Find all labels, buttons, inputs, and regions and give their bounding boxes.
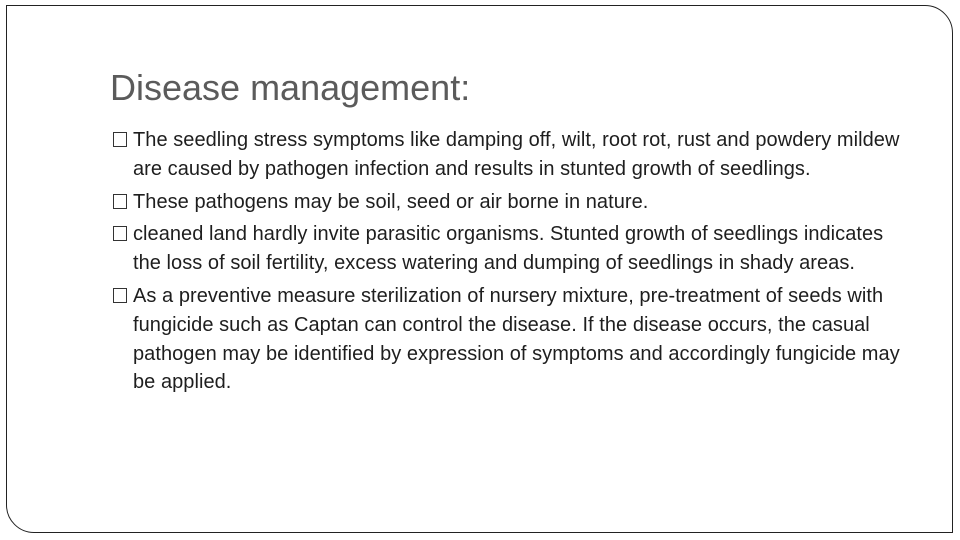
- square-bullet-icon: [113, 132, 127, 147]
- bullet-item: [113, 282, 913, 397]
- bullet-text: The seedling stress symptoms like damping off, wilt, root rot, rust and powdery mildew are caused by pathogen infection and results in stunted growth of seedlings.: [133, 129, 900, 180]
- slide-frame: [6, 5, 953, 533]
- bullet-text: These pathogens may be soil, seed or air borne in nature.: [133, 190, 649, 213]
- bullet-text: As a preventive measure sterilization of nursery mixture, pre-treatment of seeds with fungicide such as Captan can control the disease. If the disease occurs, the casual pathogen may be identified by expression of symptoms and accordingly fungicide may be applied.: [133, 284, 900, 394]
- slide-title: Disease management:: [110, 67, 471, 108]
- bullet-item: [113, 188, 913, 217]
- bullet-text: cleaned land hardly invite parasitic organisms. Stunted growth of seedlings indicates the loss of soil fertility, excess watering and dumping of seedlings in shady areas.: [133, 223, 884, 275]
- bullet-item: [113, 220, 913, 278]
- square-bullet-icon: [113, 288, 127, 303]
- square-bullet-icon: [113, 226, 127, 241]
- bullet-item: [113, 126, 913, 184]
- bullet-list: [113, 126, 913, 401]
- square-bullet-icon: [113, 194, 127, 209]
